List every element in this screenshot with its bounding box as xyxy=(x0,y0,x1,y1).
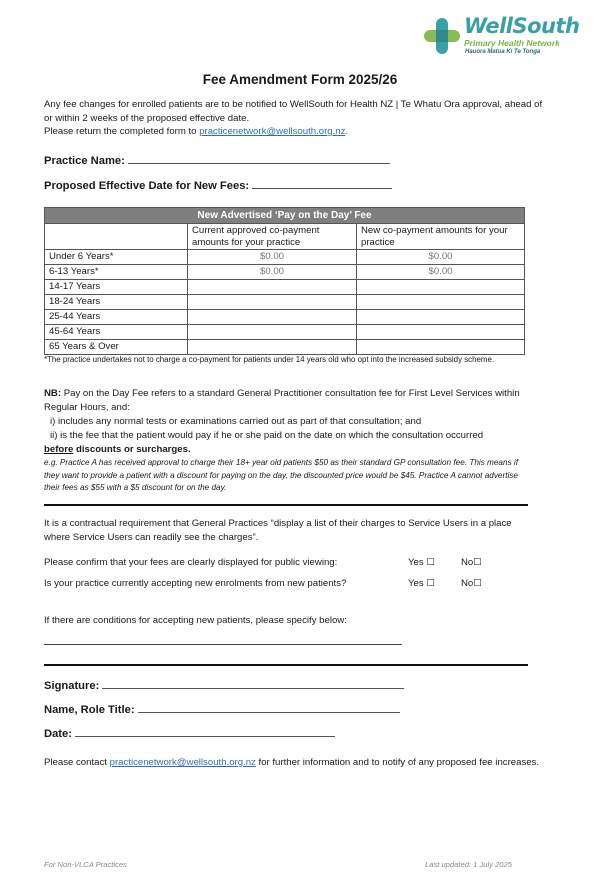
question-new-enrolments: Is your practice currently accepting new enrolments from new patients? xyxy=(44,578,347,589)
no-checkbox[interactable]: No☐ xyxy=(461,557,482,568)
age-group-cell: 65 Years & Over xyxy=(45,340,188,355)
col-new-header: New co-payment amounts for your practice xyxy=(357,224,525,250)
signature-input[interactable] xyxy=(102,680,404,689)
question-fees-displayed: Please confirm that your fees are clearly displayed for public viewing: xyxy=(44,557,338,568)
logo-brand: WellSouth xyxy=(464,14,580,38)
email-link[interactable]: practicenetwork@wellsouth.org.nz xyxy=(199,126,346,137)
current-fee-cell[interactable] xyxy=(188,295,357,310)
fee-table-header: New Advertised ‘Pay on the Day’ Fee xyxy=(45,208,525,224)
signature-label: Signature: xyxy=(44,680,100,692)
example-text: e.g. Practice A has received approval to charge their 18+ year old patients $50 as their standard GP consultation fee. This means if they want to provide a patient with a discount for paying on the day, the discounted price would be $45. Practice A cannot advertise their fees as $55 with a $5 discount for on the day. xyxy=(44,458,519,492)
blank-header-cell xyxy=(45,224,188,250)
fee-table xyxy=(44,207,525,355)
contact-paragraph xyxy=(44,756,544,770)
logo-cross-icon xyxy=(422,16,462,56)
new-fee-cell[interactable] xyxy=(357,295,525,310)
table-row xyxy=(45,250,525,265)
new-fee-cell[interactable]: $0.00 xyxy=(357,250,525,265)
practice-name-label: Practice Name: xyxy=(44,155,125,167)
conditions-prompt: If there are conditions for accepting new patients, please specify below: xyxy=(44,615,347,626)
age-group-cell: 6-13 Years* xyxy=(45,265,188,280)
contact-prefix: Please contact xyxy=(44,757,110,768)
new-fee-cell[interactable] xyxy=(357,280,525,295)
name-role-field[interactable] xyxy=(44,704,400,716)
table-row xyxy=(45,325,525,340)
effective-date-label: Proposed Effective Date for New Fees: xyxy=(44,180,250,192)
current-fee-cell[interactable] xyxy=(188,280,357,295)
footer-right: Last updated: 1 July 2025 xyxy=(425,860,512,869)
no-checkbox[interactable]: No☐ xyxy=(461,578,482,589)
new-fee-cell[interactable] xyxy=(357,325,525,340)
table-row xyxy=(45,295,525,310)
age-group-cell: 14-17 Years xyxy=(45,280,188,295)
intro-paragraph xyxy=(44,98,544,139)
date-field[interactable] xyxy=(44,728,335,740)
age-group-cell: Under 6 Years* xyxy=(45,250,188,265)
nb-section xyxy=(44,387,534,457)
age-group-cell: 25-44 Years xyxy=(45,310,188,325)
nb-before: before xyxy=(44,444,74,455)
nb-intro xyxy=(44,387,534,415)
practice-name-field[interactable] xyxy=(44,155,390,167)
table-footnote: *The practice undertakes not to charge a co-payment for patients under 14 years old who opt into the increased subsidy scheme. xyxy=(44,355,495,364)
nb-item-2-end-text: discounts or surcharges. xyxy=(73,444,191,455)
current-fee-cell[interactable] xyxy=(188,310,357,325)
date-input[interactable] xyxy=(75,728,335,737)
conditions-input[interactable] xyxy=(44,644,402,645)
effective-date-field[interactable] xyxy=(44,180,392,192)
table-row xyxy=(45,280,525,295)
contact-email-link[interactable]: practicenetwork@wellsouth.org.nz xyxy=(109,757,256,768)
yes-checkbox[interactable]: Yes ☐ xyxy=(408,557,435,568)
current-fee-cell[interactable]: $0.00 xyxy=(188,250,357,265)
page-title: Fee Amendment Form 2025/26 xyxy=(202,72,398,87)
contact-suffix: for further information and to notify of any proposed fee increases. xyxy=(255,757,540,768)
table-row xyxy=(45,265,525,280)
yes-checkbox[interactable]: Yes ☐ xyxy=(408,578,435,589)
signature-field[interactable] xyxy=(44,680,404,692)
date-label: Date: xyxy=(44,728,72,740)
logo-subtitle: Primary Health Network xyxy=(464,38,560,48)
logo-maori: Hauora Matua Ki Te Tonga xyxy=(465,49,541,55)
current-fee-cell[interactable]: $0.00 xyxy=(188,265,357,280)
divider xyxy=(44,664,528,666)
contract-text: It is a contractual requirement that General Practices “display a list of their charges to Service Users in a place where Service Users can readily see the charges”. xyxy=(44,518,512,543)
wellsouth-logo xyxy=(422,14,592,62)
col-current-header: Current approved co-payment amounts for your practice xyxy=(188,224,357,250)
age-group-cell: 45-64 Years xyxy=(45,325,188,340)
return-suffix: . xyxy=(345,126,349,137)
effective-date-input[interactable] xyxy=(252,180,392,189)
current-fee-cell[interactable] xyxy=(188,325,357,340)
nb-item-2-end xyxy=(44,443,534,457)
name-role-input[interactable] xyxy=(138,704,400,713)
divider xyxy=(44,504,528,506)
age-group-cell: 18-24 Years xyxy=(45,295,188,310)
footer-left: For Non-VLCA Practices xyxy=(44,860,127,869)
nb-item-2: ii) is the fee that the patient would pay if he or she paid on the date on which the consultation occurred xyxy=(50,430,484,441)
return-line xyxy=(44,125,544,139)
intro-text: Any fee changes for enrolled patients are to be notified to WellSouth for Health NZ | Te Whatu Ora approval, ahead of or within 2 weeks of the proposed effective date. xyxy=(44,99,543,124)
name-role-label: Name, Role Title: xyxy=(44,704,135,716)
new-fee-cell[interactable] xyxy=(357,310,525,325)
return-prefix: Please return the completed form to xyxy=(44,126,200,137)
nb-item-1: i) includes any normal tests or examinations carried out as part of that consultation; and xyxy=(50,416,422,427)
table-row xyxy=(45,310,525,325)
nb-text: Pay on the Day Fee refers to a standard General Practitioner consultation fee for First Level Services within Regular Hours, and: xyxy=(44,388,520,413)
nb-label: NB: xyxy=(44,388,62,399)
new-fee-cell[interactable]: $0.00 xyxy=(357,265,525,280)
practice-name-input[interactable] xyxy=(128,155,390,164)
